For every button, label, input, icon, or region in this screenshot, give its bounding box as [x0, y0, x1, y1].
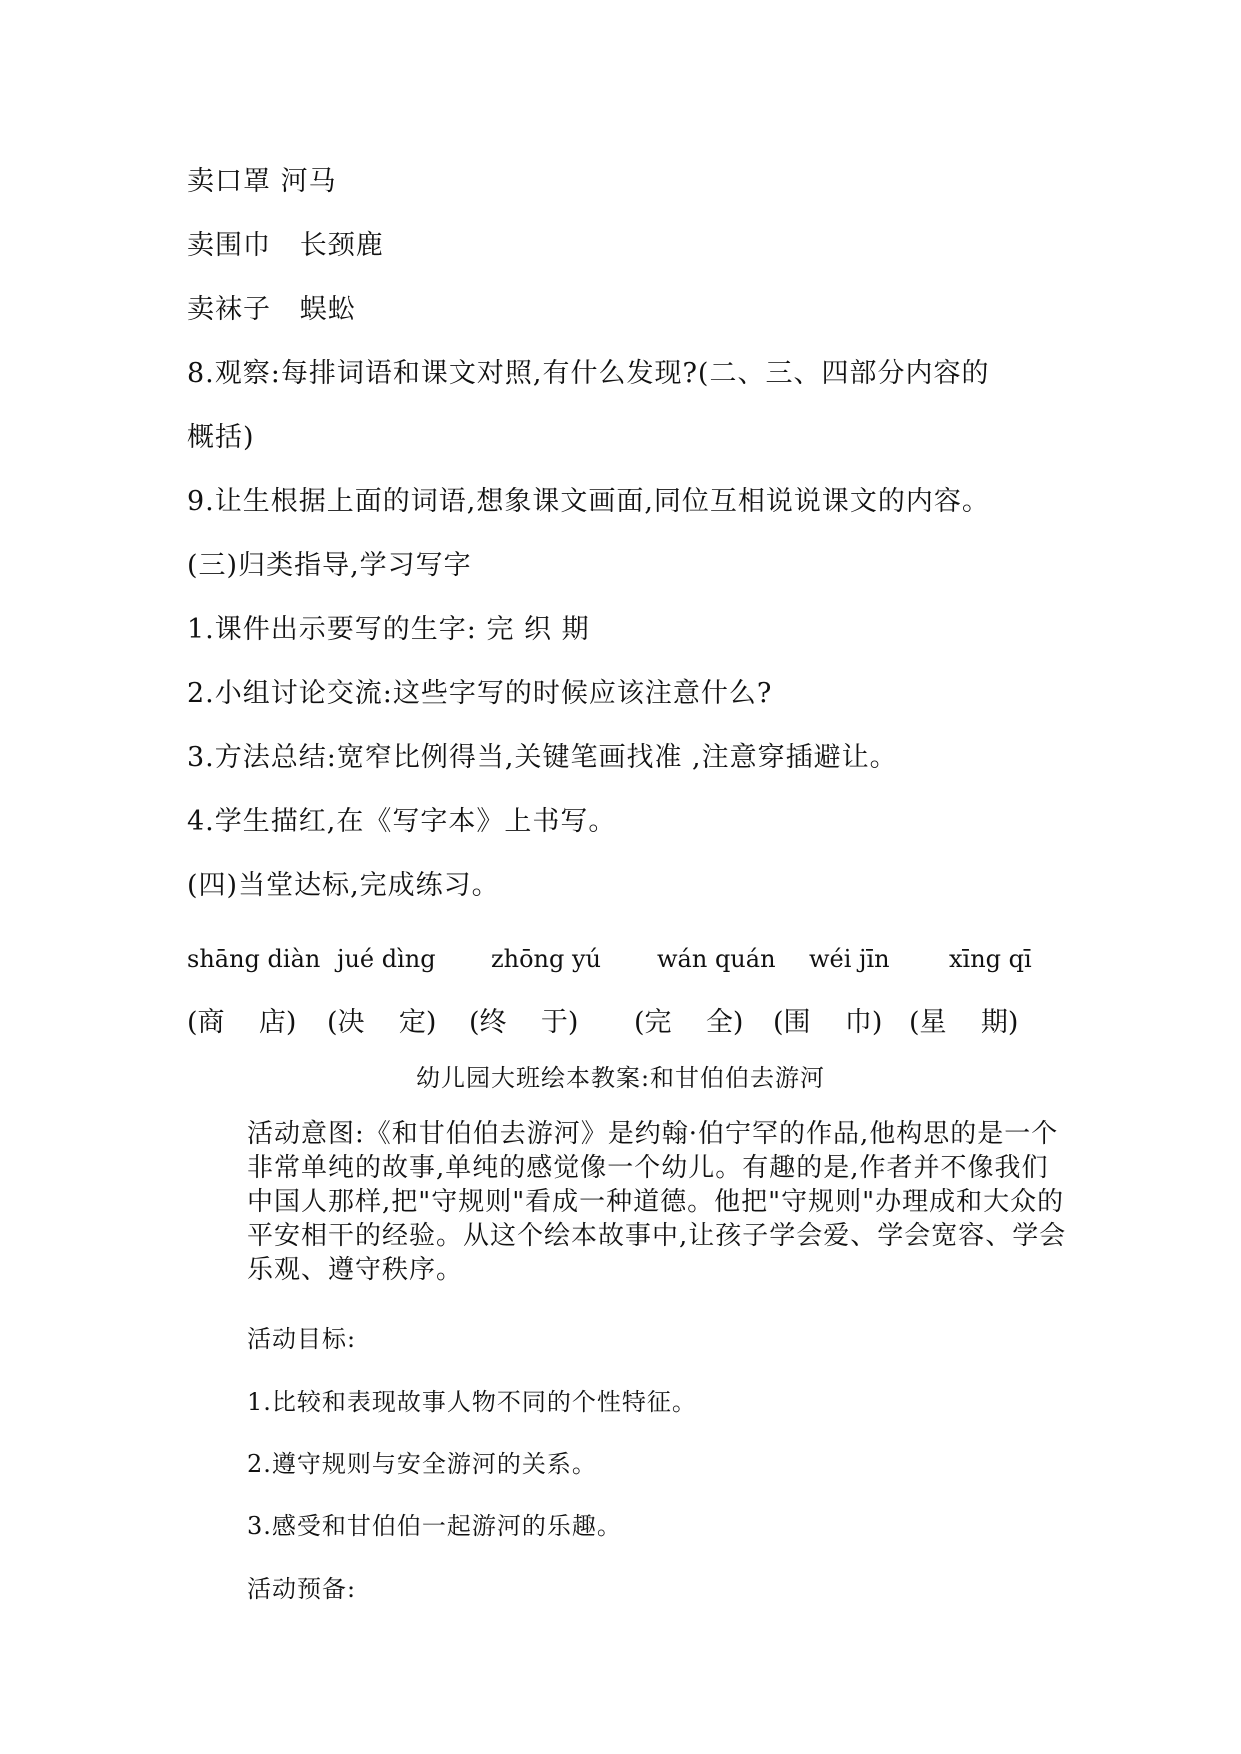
text-line: 8.观察:每排词语和课文对照,有什么发现?(二、三、四部分内容的	[187, 358, 990, 389]
pinyin-word: wéi jīn	[809, 945, 890, 973]
pinyin-word: zhōng yú	[491, 945, 602, 973]
hanzi-word: (商 店)	[187, 1007, 297, 1038]
pinyin-word: xīng qī	[949, 945, 1032, 973]
hanzi-word: (星 期)	[909, 1007, 1019, 1038]
text-line: 概括)	[187, 422, 255, 453]
hanzi-word: (决 定)	[327, 1007, 437, 1038]
pinyin-word: shāng diàn	[187, 945, 321, 973]
plan-title: 幼儿园大班绘本教案:和甘伯伯去游河	[415, 1064, 826, 1092]
goal-item: 1.比较和表现故事人物不同的个性特征。	[247, 1388, 697, 1416]
pinyin-word: jué dìng	[337, 945, 436, 973]
text-line: 4.学生描红,在《写字本》上书写。	[187, 806, 617, 837]
text-line: 卖袜子 蜈蚣	[187, 294, 356, 325]
text-line: 2.小组讨论交流:这些字写的时候应该注意什么?	[187, 678, 773, 709]
goals-label: 活动目标:	[247, 1325, 357, 1353]
text-line: 3.方法总结:宽窄比例得当,关键笔画找准 ,注意穿插避让。	[187, 742, 898, 773]
section-heading: (四)当堂达标,完成练习。	[187, 870, 500, 901]
section-heading: (三)归类指导,学习写字	[187, 550, 472, 581]
goal-item: 2.遵守规则与安全游河的关系。	[247, 1450, 597, 1478]
prep-label: 活动预备:	[247, 1575, 357, 1603]
text-line: 卖围巾 长颈鹿	[187, 230, 384, 261]
text-line: 9.让生根据上面的词语,想象课文画面,同位互相说说课文的内容。	[187, 486, 990, 517]
pinyin-word: wán quán	[657, 945, 776, 973]
text-line: 1.课件出示要写的生字: 完 织 期	[187, 614, 590, 645]
hanzi-word: (完 全)	[634, 1007, 744, 1038]
goal-item: 3.感受和甘伯伯一起游河的乐趣。	[247, 1512, 622, 1540]
intent-text: 活动意图:《和甘伯伯去游河》是约翰·伯宁罕的作品,他构思的是一个非常单纯的故事,单纯的感觉像一个幼儿。有趣的是,作者并不像我们中国人那样,把"守规则"看成一种道德。他把"守规则"办理成和大众的平安相干的经验。从这个绘本故事中,让孩子学会爱、学会宽容、学会乐观、遵守秩序。	[247, 1119, 1067, 1285]
intent-paragraph	[187, 1117, 1067, 1287]
hanzi-word: (围 巾)	[773, 1007, 883, 1038]
text-line: 卖口罩 河马	[187, 166, 337, 197]
hanzi-word: (终 于)	[469, 1007, 579, 1038]
